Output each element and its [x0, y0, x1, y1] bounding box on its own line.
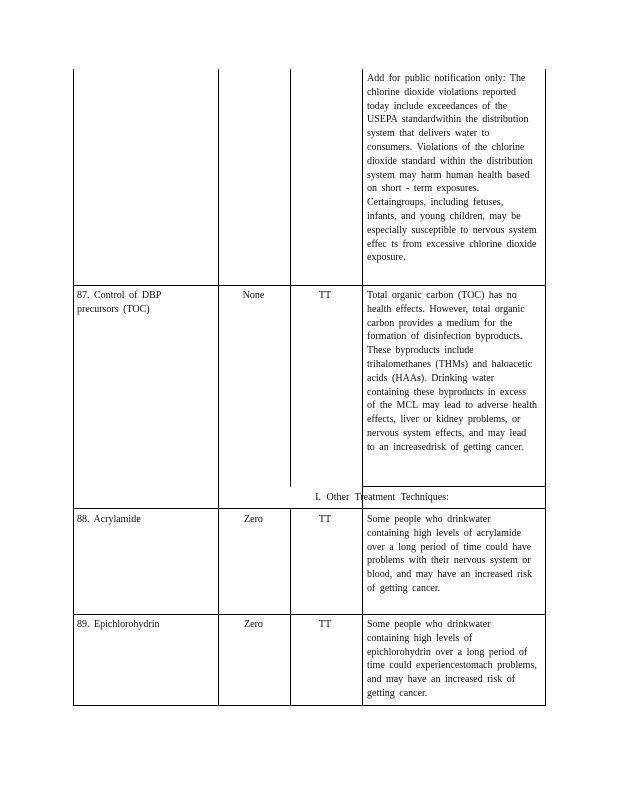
- row-87-contaminant: 87. Control of DBP precursors (TOC): [77, 290, 161, 315]
- column-divider-1: [218, 69, 219, 706]
- table-bottom-border: [73, 705, 546, 706]
- row-88-health-effects: Some people who drinkwater containing high levels of acrylamide over a long period of time could have problems with their nervous system or blood, and may have an increased risk of getting cancer.: [367, 514, 533, 594]
- column-divider-3: [362, 69, 363, 706]
- row-88-mclg: Zero: [244, 514, 263, 525]
- row-87-health-effects: Total organic carbon (TOC) has no health effects. However, total organic carbon provides a medium for the formation of disinfection byproducts. These byproducts include trihalomethanes (THMs) and haloacetic acids (HAAs). Drinking water containing these byproducts in excess of the MCL may lead to adverse health effects, liver or kidney problems, or nervous system effects, and may lead to an increasedrisk of getting cancer.: [367, 290, 537, 453]
- continued-health-effects: Add for public notification only: The chlorine dioxide violations reported today include exceedances of the USEPA standardwithin the distribution system that delivers water to consumers. Violations of the chlorine dioxide standard within the distribution system may harm human health based on short - term exposures. Certaingroups, including fetuses, infants, and young children, may be especially susceptible to nervous system effec ts from excessive chlorine dioxide exposure.: [367, 73, 537, 264]
- row-87-mclg: None: [242, 290, 265, 301]
- row-89-health-effects: Some people who drinkwater containing high levels of epichlorohydrin over a long period of time could experiencestomach problems, and may have an increased risk of getting cancer.: [367, 619, 537, 699]
- row-divider-section-88: [73, 508, 546, 509]
- table-right-border: [545, 69, 546, 706]
- column-divider-2b: [290, 508, 291, 706]
- row-divider-87-end: [362, 486, 546, 487]
- row-87-mcl: TT: [318, 290, 332, 301]
- row-88-mcl: TT: [318, 514, 332, 525]
- row-89-mclg: Zero: [244, 619, 263, 630]
- row-divider-86-87: [73, 285, 546, 286]
- row-89-mcl: TT: [318, 619, 332, 630]
- row-89-contaminant: 89. Epichlorohydrin: [77, 619, 160, 630]
- row-88-contaminant: 88. Acrylamide: [77, 514, 141, 525]
- row-divider-88-89: [73, 614, 546, 615]
- section-heading-other-treatment: I. Other Treatment Techniques:: [315, 492, 449, 503]
- column-divider-2: [290, 69, 291, 487]
- table-left-border: [73, 69, 74, 706]
